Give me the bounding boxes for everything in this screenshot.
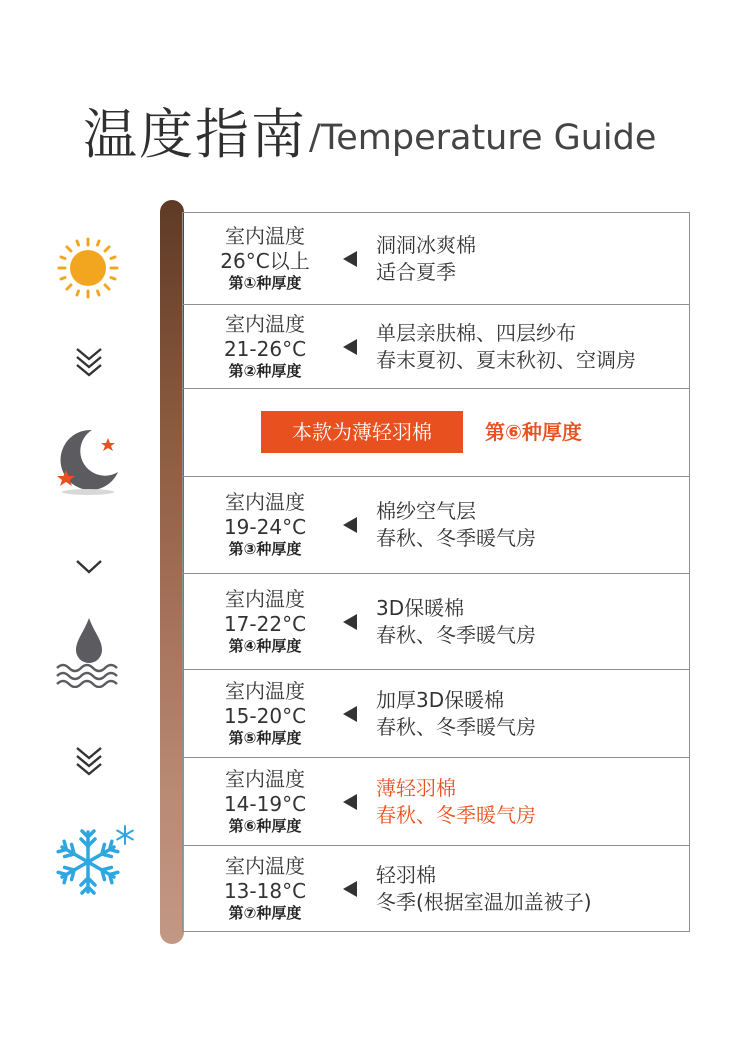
temp-cell [183,305,347,388]
left-arrow-icon [343,339,357,355]
temp-cell [183,670,347,757]
table-row [183,846,689,932]
temp-label: 室内温度 [225,490,305,514]
triple-chevron-down-icon [74,744,104,778]
temp-range: 13-18°C [223,879,307,903]
thickness-label: 第⑤种厚度 [228,728,302,747]
left-arrow-icon [343,251,357,267]
material-text: 轻羽棉 [376,863,436,887]
thickness-label: 第⑦种厚度 [228,904,302,922]
left-arrow-icon [343,706,357,722]
temp-range: 21-26°C [223,336,307,361]
snowflake-icon [54,824,138,896]
material-text: 加厚3D保暖棉 [376,687,505,712]
material-text: 棉纱空气层 [376,499,476,523]
moon-stars-icon [52,424,124,500]
temp-label: 室内温度 [225,678,305,703]
season-text: 春末夏初、夏末秋初、空调房 [376,347,636,372]
thickness-label: 第③种厚度 [228,540,302,558]
temp-range: 14-19°C [223,791,307,816]
left-arrow-icon [343,614,357,630]
desc-cell [376,305,689,388]
season-text: 春秋、冬季暖气房 [376,526,536,550]
title-english: /Temperature Guide [309,118,657,158]
temp-range: 19-24°C [223,515,307,539]
temp-label: 室内温度 [225,311,305,336]
temp-cell [183,477,347,573]
desc-cell [376,477,689,573]
material-text: 洞洞冰爽棉 [376,232,476,257]
table-row [183,213,689,305]
temp-range: 15-20°C [223,703,307,728]
desc-cell [376,758,689,845]
triple-chevron-down-icon [74,345,104,379]
material-text: 单层亲肤棉、四层纱布 [376,320,576,345]
temp-label: 室内温度 [225,223,305,248]
season-text: 春秋、冬季暖气房 [376,714,536,739]
table-row [183,305,689,389]
temp-cell [183,758,347,845]
title-chinese: 温度指南 [83,103,307,166]
temp-label: 室内温度 [225,854,305,878]
table-row [183,574,689,670]
table-row [183,477,689,574]
table-row [183,670,689,758]
left-arrow-icon [343,881,357,897]
material-text: 3D保暖棉 [376,595,465,620]
season-text: 春秋、冬季暖气房 [376,622,536,647]
sun-icon [56,236,120,300]
thickness-label: 第②种厚度 [228,361,302,380]
water-drop-icon [54,616,124,688]
temp-cell [183,213,347,304]
temp-range: 26°C以上 [220,248,310,273]
temperature-table [182,212,690,932]
material-text: 薄轻羽棉 [376,775,456,800]
temp-range: 17-22°C [223,611,307,636]
desc-cell [376,670,689,757]
season-text: 适合夏季 [376,259,456,284]
current-thickness-note: 第⑥种厚度 [485,420,582,444]
season-text: 冬季(根据室温加盖被子) [376,890,592,914]
desc-cell [376,213,689,304]
current-product-badge: 本款为薄轻羽棉 [261,411,463,453]
current-product-row [183,389,689,477]
left-arrow-icon [343,794,357,810]
table-row-highlighted [183,758,689,846]
temp-label: 室内温度 [225,766,305,791]
thickness-label: 第⑥种厚度 [228,816,302,835]
desc-cell [376,846,689,932]
temperature-gradient-bar [160,200,184,944]
thickness-label: 第④种厚度 [228,636,302,655]
page-title [83,92,657,166]
temp-cell [183,574,347,669]
temp-cell [183,846,347,932]
temp-label: 室内温度 [225,586,305,611]
chevron-down-icon [74,556,104,578]
season-text: 春秋、冬季暖气房 [376,802,536,827]
thickness-label: 第①种厚度 [228,273,302,292]
desc-cell [376,574,689,669]
left-arrow-icon [343,517,357,533]
